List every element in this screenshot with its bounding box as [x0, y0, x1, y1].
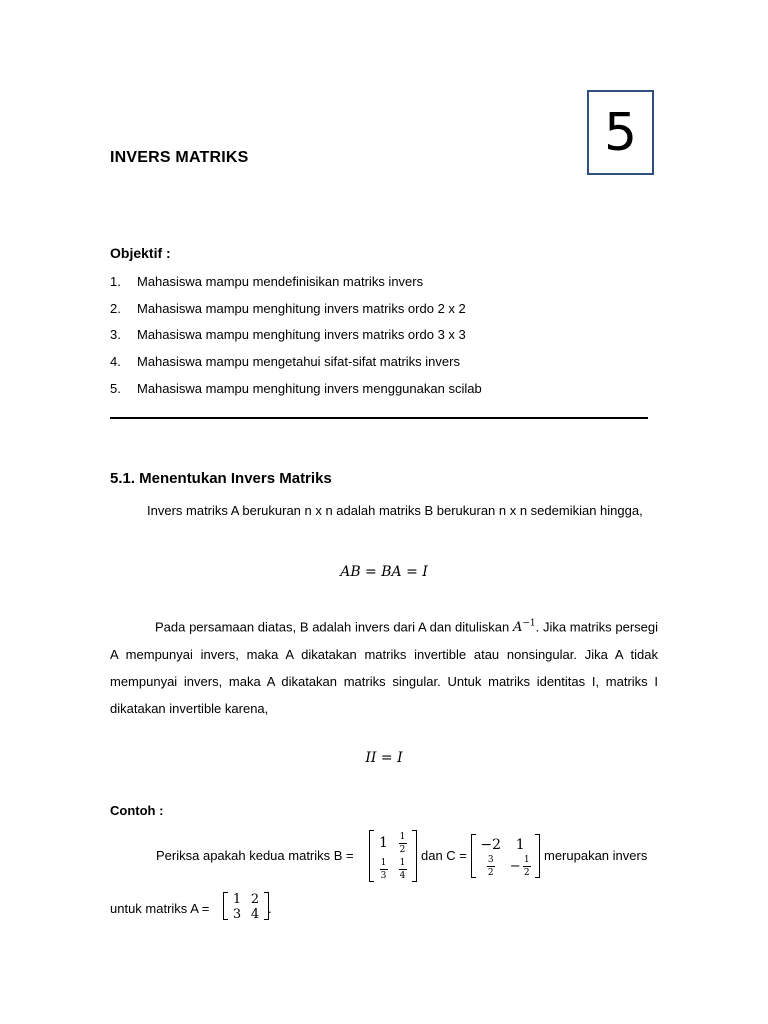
page-title: INVERS MATRIKS — [110, 149, 249, 166]
section-heading: 5.1. Menentukan Invers Matriks — [110, 470, 332, 487]
list-item: 2. Mahasiswa mampu menghitung invers matriks ordo 2 x 2 — [110, 300, 466, 316]
objektif-heading: Objektif : — [110, 245, 171, 261]
a-inverse-notation: $A^{-1}$ — [512, 619, 536, 636]
paragraph-invertible: Pada persamaan diatas, B adalah invers dari A dan dituliskan $A^{-1}$. Jika matriks persegi A mempunyai invers, maka A dikatakan matriks invertible atau nonsingular. Jika A tidak mempunyai invers, maka A dikatakan matriks singular. Untuk matriks identitas I, matriks I dikatakan invertible karena, — [110, 619, 658, 717]
contoh-text-4: untuk matriks A = — [110, 901, 210, 916]
list-item: 4. Mahasiswa mampu mengetahui sifat-sifat matriks invers — [110, 354, 460, 370]
chapter-number: 5 — [603, 102, 638, 163]
matrix-c: −2 1 $\frac{3}{2}$ − $\frac{1}{2}$ — [476, 834, 535, 878]
list-item: 5. Mahasiswa mampu menghitung invers menggunakan scilab — [110, 380, 482, 396]
contoh-heading: Contoh : — [110, 803, 164, 818]
equation-ii-i: II = I — [365, 750, 403, 766]
chapter-number-box — [587, 90, 654, 175]
matrix-b: 1 $\frac{1}{2}$ $\frac{1}{3}$ $\frac{1}{4}$ — [374, 830, 412, 882]
equation-ab-ba-i: AB = BA = I — [340, 564, 428, 580]
contoh-text-1: Periksa apakah kedua matriks B = — [156, 848, 354, 863]
matrix-a: 1 2 3 4 — [228, 892, 264, 920]
list-item: 1. Mahasiswa mampu mendefinisikan matriks invers — [110, 274, 424, 289]
contoh-text-3: merupakan invers — [544, 848, 648, 863]
objektif-list — [110, 274, 482, 407]
paragraph-definition: Invers matriks A berukuran n x n adalah matriks B berukuran n x n sedemikian hingga, — [147, 503, 643, 518]
contoh-text-2: dan C = — [421, 848, 467, 863]
list-item: 3. Mahasiswa mampu menghitung invers matriks ordo 3 x 3 — [110, 327, 466, 343]
contoh-period: . — [268, 901, 272, 916]
divider — [110, 417, 648, 419]
